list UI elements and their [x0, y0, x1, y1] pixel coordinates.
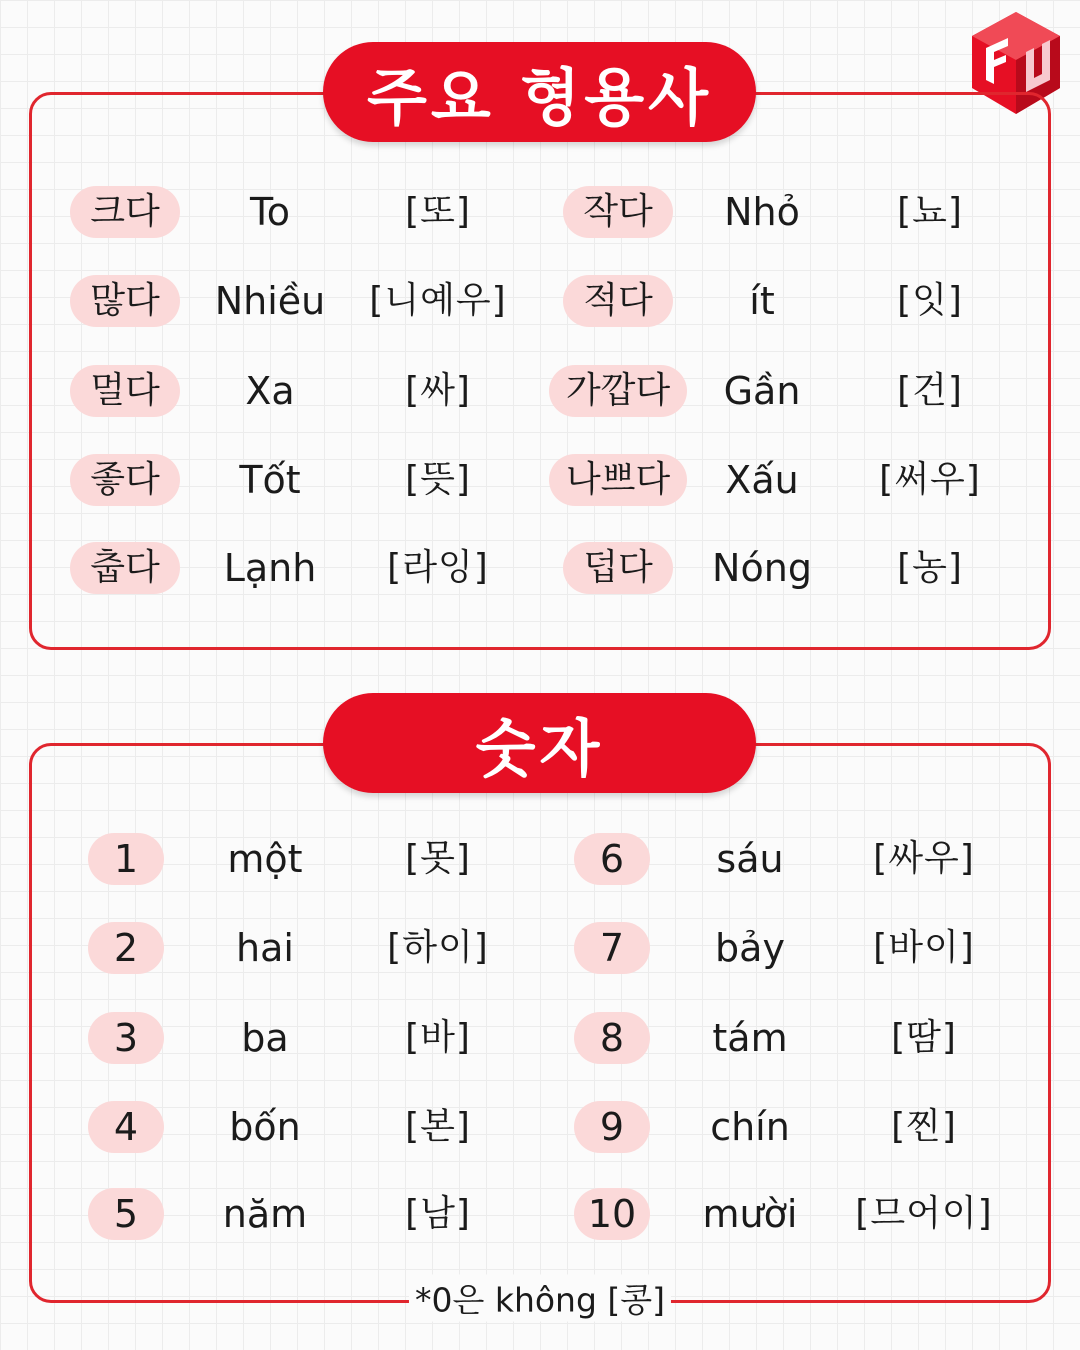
number-vietnamese: ba — [241, 1016, 289, 1060]
adjective-pronunciation: [건] — [897, 370, 963, 411]
number-digit: 7 — [574, 922, 650, 974]
number-digit: 6 — [574, 833, 650, 885]
adjective-korean: 가깝다 — [549, 365, 687, 417]
number-pronunciation: [못] — [405, 838, 471, 879]
number-vietnamese: sáu — [716, 837, 784, 881]
adjective-vietnamese: Tốt — [239, 458, 301, 502]
adjective-vietnamese: Xa — [245, 369, 295, 413]
adjective-korean: 작다 — [563, 186, 673, 238]
adjective-pronunciation: [농] — [897, 547, 963, 588]
number-pronunciation: [본] — [405, 1106, 471, 1147]
adjective-pronunciation: [싸] — [405, 370, 471, 411]
adjective-pronunciation: [뇨] — [897, 191, 963, 232]
adjective-vietnamese: To — [249, 190, 291, 234]
number-digit: 1 — [88, 833, 164, 885]
adjective-pronunciation: [니예우] — [369, 280, 507, 321]
number-vietnamese: bảy — [715, 926, 785, 970]
adjective-pronunciation: [뜻] — [405, 459, 471, 500]
number-pronunciation: [땀] — [891, 1017, 957, 1058]
adjective-korean: 덥다 — [563, 542, 673, 594]
adjective-korean: 나쁘다 — [549, 454, 687, 506]
number-digit: 9 — [574, 1101, 650, 1153]
adjective-korean: 많다 — [70, 275, 180, 327]
adjective-korean: 적다 — [563, 275, 673, 327]
adjective-vietnamese: ít — [749, 279, 775, 323]
number-pronunciation: [바] — [405, 1017, 471, 1058]
adjective-vietnamese: Nhỏ — [724, 190, 800, 234]
number-vietnamese: tám — [712, 1016, 788, 1060]
number-digit: 3 — [88, 1012, 164, 1064]
adjective-korean: 멀다 — [70, 365, 180, 417]
adjective-korean: 크다 — [70, 186, 180, 238]
number-pronunciation: [남] — [405, 1193, 471, 1234]
number-pronunciation: [찐] — [891, 1106, 957, 1147]
number-digit: 5 — [88, 1188, 164, 1240]
adjective-pronunciation: [써우] — [879, 459, 981, 500]
number-vietnamese: một — [227, 837, 303, 881]
adjectives-title: 주요 형용사 — [323, 42, 756, 142]
number-pronunciation: [싸우] — [873, 838, 975, 879]
number-digit: 4 — [88, 1101, 164, 1153]
number-pronunciation: [바이] — [873, 927, 975, 968]
adjective-vietnamese: Lạnh — [223, 546, 317, 590]
adjective-vietnamese: Nhiều — [214, 279, 326, 323]
adjective-korean: 좋다 — [70, 454, 180, 506]
adjective-korean: 춥다 — [70, 542, 180, 594]
numbers-title: 숫자 — [323, 693, 756, 793]
number-vietnamese: năm — [222, 1192, 308, 1236]
number-vietnamese: chín — [710, 1105, 790, 1149]
number-digit: 8 — [574, 1012, 650, 1064]
adjective-vietnamese: Xấu — [725, 458, 799, 502]
number-digit: 10 — [574, 1188, 650, 1240]
number-digit: 2 — [88, 922, 164, 974]
adjective-pronunciation: [라잉] — [387, 547, 489, 588]
number-vietnamese: hai — [236, 926, 294, 970]
adjective-vietnamese: Gần — [723, 369, 801, 413]
adjective-vietnamese: Nóng — [712, 546, 812, 590]
number-vietnamese: mười — [702, 1192, 798, 1236]
number-pronunciation: [하이] — [387, 927, 489, 968]
adjective-pronunciation: [잇] — [897, 280, 963, 321]
number-vietnamese: bốn — [229, 1105, 301, 1149]
number-pronunciation: [므어이] — [855, 1193, 993, 1234]
adjective-pronunciation: [또] — [405, 191, 471, 232]
zero-footnote: *0은 không [콩] — [409, 1275, 671, 1322]
